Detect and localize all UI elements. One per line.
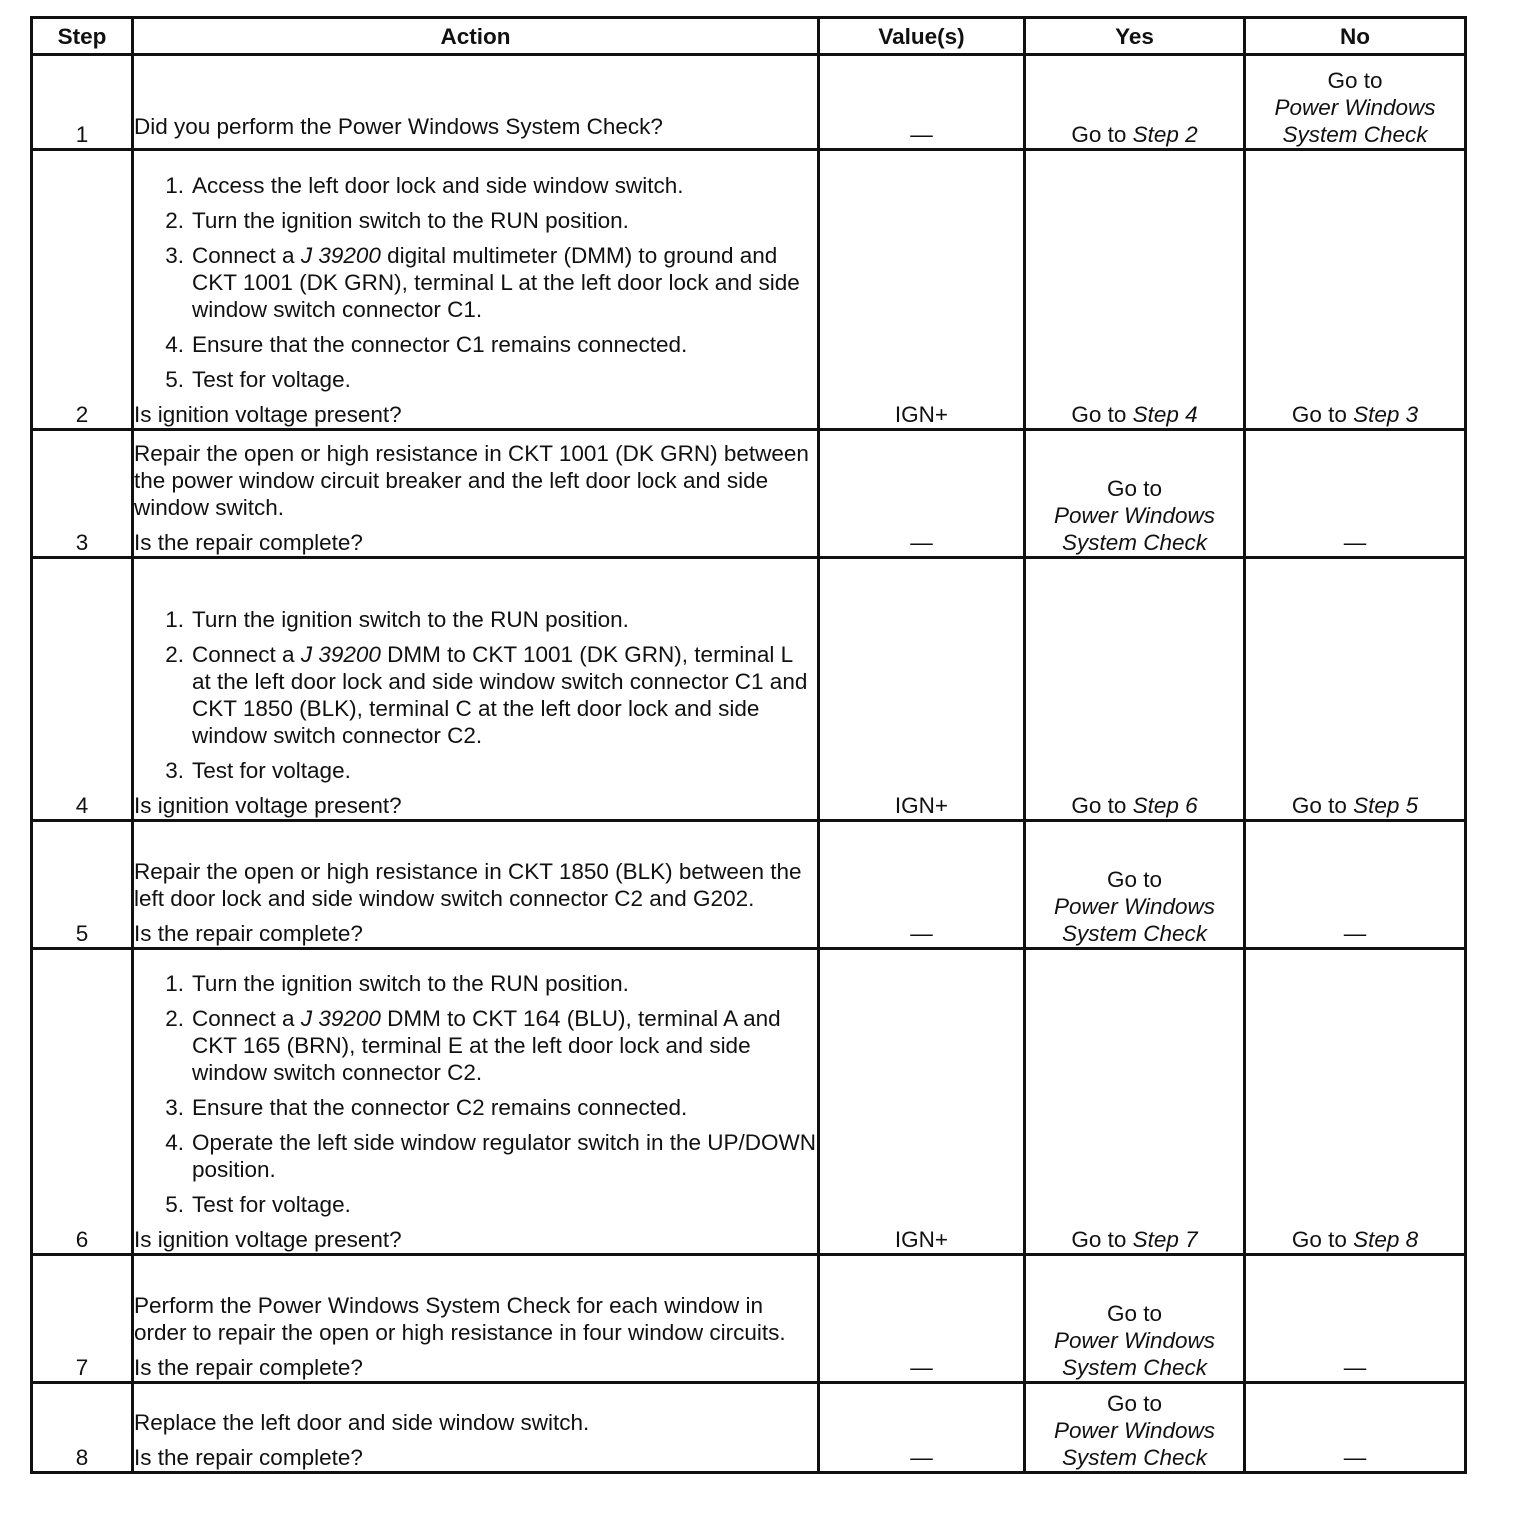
- table-row-step-7: [32, 1255, 1466, 1383]
- value-cell: —: [819, 55, 1025, 150]
- value-cell: IGN+: [819, 150, 1025, 430]
- list-item: [134, 1094, 817, 1121]
- no-cell: [1245, 55, 1466, 150]
- header-step: Step: [32, 18, 133, 55]
- no-cell: —: [1245, 821, 1466, 949]
- procedure-list: [134, 606, 817, 784]
- no-ref: Step 3: [1353, 402, 1419, 427]
- item-number: 3.: [165, 1095, 184, 1120]
- item-text: Turn the ignition switch to the RUN position.: [192, 607, 629, 632]
- table-row-step-3: [32, 430, 1466, 558]
- question-text: Is the repair complete?: [134, 530, 363, 555]
- header-yes: Yes: [1025, 18, 1245, 55]
- table-row-step-4: [32, 558, 1466, 821]
- yes-cell: [1025, 1383, 1245, 1473]
- action-cell: [133, 821, 819, 949]
- list-item: [134, 1191, 817, 1218]
- table-row-step-8: [32, 1383, 1466, 1473]
- step-number: 2: [32, 150, 133, 430]
- action-text: Did you perform the Power Windows System Check?: [134, 114, 663, 139]
- list-item: [134, 172, 817, 199]
- yes-cell: [1025, 55, 1245, 150]
- question-text: Is the repair complete?: [134, 921, 363, 946]
- question-text: Is the repair complete?: [134, 1355, 363, 1380]
- tool-ref: J 39200: [300, 642, 381, 667]
- item-number: 4.: [165, 1130, 184, 1155]
- yes-prefix: Go to: [1071, 1227, 1127, 1252]
- tool-ref: J 39200: [300, 1006, 381, 1031]
- step-number: 5: [32, 821, 133, 949]
- no-cell: [1245, 558, 1466, 821]
- yes-cell: [1025, 949, 1245, 1255]
- list-item: [134, 242, 817, 323]
- item-number: 3.: [165, 758, 184, 783]
- yes-ref: Step 6: [1132, 793, 1198, 818]
- action-cell: [133, 55, 819, 150]
- header-row: [32, 18, 1466, 55]
- question-text: Is ignition voltage present?: [134, 793, 402, 818]
- item-text: Connect a: [192, 1006, 301, 1031]
- diagnostic-table: [30, 16, 1467, 1474]
- action-text: Perform the Power Windows System Check for each window in order to repair the open or high resistance in four window circuits.: [134, 1293, 786, 1345]
- yes-prefix: Go to: [1106, 476, 1163, 501]
- yes-prefix: Go to: [1071, 122, 1127, 147]
- no-prefix: Go to: [1327, 68, 1383, 93]
- list-item: [134, 331, 817, 358]
- list-item: [134, 757, 817, 784]
- no-cell: —: [1245, 1255, 1466, 1383]
- step-number: 4: [32, 558, 133, 821]
- item-number: 2.: [165, 642, 184, 667]
- procedure-list: [134, 172, 817, 393]
- item-text: Ensure that the connector C1 remains connected.: [192, 332, 688, 357]
- list-item: [134, 366, 817, 393]
- yes-cell: [1025, 1255, 1245, 1383]
- question-text: Is the repair complete?: [134, 1445, 363, 1470]
- action-cell: [133, 1255, 819, 1383]
- table-row-step-6: [32, 949, 1466, 1255]
- no-prefix: Go to: [1291, 793, 1347, 818]
- yes-ref: Step 2: [1132, 122, 1198, 147]
- yes-prefix: Go to: [1106, 1391, 1163, 1416]
- header-values: Value(s): [819, 18, 1025, 55]
- yes-ref: Power Windows System Check: [1053, 1418, 1216, 1470]
- no-prefix: Go to: [1291, 402, 1347, 427]
- step-number: 3: [32, 430, 133, 558]
- item-number: 4.: [165, 332, 184, 357]
- action-cell: [133, 1383, 819, 1473]
- table-row-step-2: [32, 150, 1466, 430]
- no-ref: Step 8: [1353, 1227, 1419, 1252]
- procedure-list: [134, 970, 817, 1218]
- action-cell: [133, 430, 819, 558]
- yes-cell: [1025, 558, 1245, 821]
- yes-ref: Step 7: [1132, 1227, 1198, 1252]
- value-cell: —: [819, 430, 1025, 558]
- list-item: [134, 1005, 817, 1086]
- tool-ref: J 39200: [300, 243, 381, 268]
- yes-prefix: Go to: [1071, 793, 1127, 818]
- item-number: 1.: [165, 971, 184, 996]
- value-cell: —: [819, 1383, 1025, 1473]
- item-number: 2.: [165, 208, 184, 233]
- question-text: Is ignition voltage present?: [134, 1227, 402, 1252]
- no-cell: —: [1245, 430, 1466, 558]
- item-text: Test for voltage.: [192, 758, 351, 783]
- item-number: 3.: [165, 243, 184, 268]
- item-text: Test for voltage.: [192, 367, 351, 392]
- yes-cell: [1025, 821, 1245, 949]
- value-cell: IGN+: [819, 558, 1025, 821]
- action-text: Replace the left door and side window switch.: [134, 1410, 590, 1435]
- yes-cell: [1025, 150, 1245, 430]
- question-text: Is ignition voltage present?: [134, 402, 402, 427]
- action-cell: [133, 558, 819, 821]
- action-text: Repair the open or high resistance in CKT 1001 (DK GRN) between the power window circuit breaker and the left door lock and side window switch.: [134, 441, 809, 520]
- step-number: 8: [32, 1383, 133, 1473]
- list-item: [134, 970, 817, 997]
- yes-prefix: Go to: [1106, 1301, 1163, 1326]
- yes-cell: [1025, 430, 1245, 558]
- yes-ref: Power Windows System Check: [1053, 503, 1216, 555]
- item-number: 1.: [165, 173, 184, 198]
- value-cell: —: [819, 1255, 1025, 1383]
- table-row-step-5: [32, 821, 1466, 949]
- no-prefix: Go to: [1291, 1227, 1347, 1252]
- list-item: [134, 1129, 817, 1183]
- item-text: Turn the ignition switch to the RUN position.: [192, 971, 629, 996]
- no-ref: Power Windows System Check: [1274, 95, 1436, 147]
- list-item: [134, 641, 817, 749]
- yes-ref: Power Windows System Check: [1053, 894, 1216, 946]
- table-row-step-1: [32, 55, 1466, 150]
- item-text: Ensure that the connector C2 remains connected.: [192, 1095, 688, 1120]
- action-cell: [133, 949, 819, 1255]
- item-text-cont: DMM to CKT 1001 (DK GRN), terminal L at the left door lock and side window switch connector C1 and CKT 1850 (BLK), terminal C at the left door lock and side window switch connector C2.: [192, 642, 808, 748]
- value-cell: —: [819, 821, 1025, 949]
- action-cell: [133, 150, 819, 430]
- item-text-cont: digital multimeter (DMM) to ground and CKT 1001 (DK GRN), terminal L at the left door lock and side window switch connector C1.: [192, 243, 800, 322]
- value-cell: IGN+: [819, 949, 1025, 1255]
- item-text: Connect a: [192, 243, 301, 268]
- yes-ref: Power Windows System Check: [1053, 1328, 1216, 1380]
- list-item: [134, 207, 817, 234]
- no-cell: —: [1245, 1383, 1466, 1473]
- step-number: 7: [32, 1255, 133, 1383]
- step-number: 6: [32, 949, 133, 1255]
- yes-prefix: Go to: [1071, 402, 1127, 427]
- step-number: 1: [32, 55, 133, 150]
- list-item: [134, 606, 817, 633]
- yes-ref: Step 4: [1132, 402, 1198, 427]
- no-cell: [1245, 150, 1466, 430]
- no-ref: Step 5: [1353, 793, 1419, 818]
- item-text-cont: DMM to CKT 164 (BLU), terminal A and CKT 165 (BRN), terminal E at the left door lock and side window switch connector C2.: [192, 1006, 781, 1085]
- action-text: Repair the open or high resistance in CKT 1850 (BLK) between the left door lock and side window switch connector C2 and G202.: [134, 859, 802, 911]
- item-number: 2.: [165, 1006, 184, 1031]
- item-text: Test for voltage.: [192, 1192, 351, 1217]
- no-cell: [1245, 949, 1466, 1255]
- item-text: Operate the left side window regulator switch in the UP/DOWN position.: [192, 1130, 817, 1182]
- item-text: Turn the ignition switch to the RUN position.: [192, 208, 629, 233]
- item-text: Access the left door lock and side window switch.: [192, 173, 684, 198]
- item-text: Connect a: [192, 642, 301, 667]
- yes-prefix: Go to: [1106, 867, 1163, 892]
- item-number: 5.: [165, 367, 184, 392]
- item-number: 5.: [165, 1192, 184, 1217]
- item-number: 1.: [165, 607, 184, 632]
- header-action: Action: [133, 18, 819, 55]
- header-no: No: [1245, 18, 1466, 55]
